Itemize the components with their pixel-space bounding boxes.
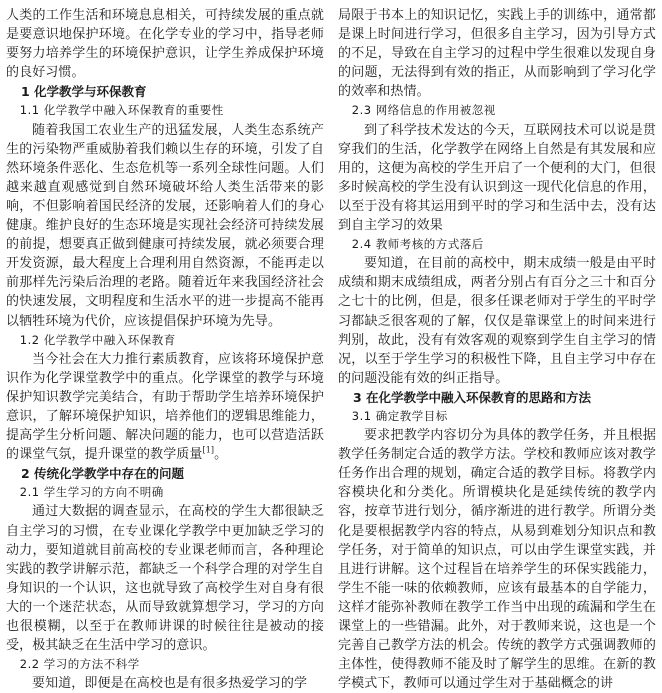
intro-paragraph-end: 人类的工作生活和环境息息相关，可持续发展的重点就是要意识地保护环境。在化学专业的学习中，指导老师要努力培养学生的环境保护意识，让学生养成保护环境的良好习惯。 bbox=[6, 8, 324, 81]
section-3-1-heading: 3.1 确定教学目标 bbox=[351, 408, 448, 423]
section-1-2-end: 。 bbox=[214, 447, 228, 463]
citation-1: [1] bbox=[202, 445, 215, 455]
section-1-1-paragraph: 随着我国工农业生产的迅猛发展，人类生态系统产生的污染物严重威胁着我们赖以生存的环境，引发了自然环境条件恶化、生态危机等一系列全球性问题。人们越来越直观感觉到自然环境破坏给人类生活带来的影响，不但影响着国民经济的发展，还影响着人们的身心健康。维护良好的生态环境是实现社会经济可持续发展的前提，想要真正做到健康可持续发展，就必须要合理开发资源，最大程度上合理利用自然资源，不能再走以前那样先污染后治理的老路。随着近年来我国经济社会的快速发展，文明程度和生活水平的进一步提高不能再以牺牲环境为代价，应该提倡保护环境为先导。 bbox=[6, 122, 324, 329]
left-column bbox=[6, 6, 324, 692]
section-2-3-paragraph: 到了科学技术发达的今天，互联网技术可以说是贯穿我们的生活，化学教学在网络上自然是有其发展和应用的，这便为高校的学生开启了一个便利的大门，但很多时候高校的学生没有认识到这一现代化信息的作用，以至于没有将其运用到平时的学习和生活中去，没有达到自主学习的效果 bbox=[338, 122, 656, 234]
section-2-heading: 2 传统化学教学中存在的问题 bbox=[21, 466, 185, 482]
section-2-3-heading: 2.3 网络信息的作用被忽视 bbox=[351, 103, 496, 118]
section-3-heading: 3 在化学教学中融入环保教育的思路和方法 bbox=[353, 389, 592, 405]
section-1-2-heading: 1.2 化学教学中融入环保教育 bbox=[19, 332, 176, 347]
section-2-1-heading: 2.1 学生学习的方向不明确 bbox=[19, 485, 164, 500]
section-1-2-paragraph bbox=[6, 350, 324, 465]
section-2-4-heading: 2.4 教师考核的方式落后 bbox=[351, 237, 484, 252]
section-2-2-paragraph-start: 要知道，即便是在高校也是有很多热爱学习的学 bbox=[32, 676, 308, 692]
section-1-1-heading: 1.1 化学教学中融入环保教育的重要性 bbox=[19, 103, 224, 118]
section-2-1-paragraph: 通过大数据的调查显示，在高校的学生大都很缺乏自主学习的习惯，在专业课化学教学中更加缺乏学习的动力，要知道就目前高校的专业课老师而言，各种理论实践的教学讲解示范，都缺乏一个科学合理的对学生自身知识的一个认识，这也就导致了高校学生对自身有很大的一个迷茫状态，从而导致就算想学习，学习的方向也很模糊，以至于在教师讲课的时候往往是被动的接受，极其缺乏在生活中学习的意识。 bbox=[6, 504, 324, 654]
section-3-1-paragraph: 要求把教学内容切分为具体的教学任务，并且根据教学任务制定合适的教学方法。学校和教师应该对教学任务作出合理的规划，确定合适的教学目标。将教学内容模块化和分类化。所谓模块化是延续传统的教学内容，按章节进行划分，循序渐进的进行教学。所谓分类化是要根据教学内容的特点，从易到难划分知识点和教学任务，对于简单的知识点，可以由学生课堂实践，并且进行讲解。这个过程旨在培养学生的环保实践能力，学生不能一味的依赖教师，应该有最基本的自学能力，这样才能弥补教师在教学工作当中出现的疏漏和学生在课堂上的一些错漏。此外，对于教师来说，这也是一个完善自己教学方法的机会。传统的教学方式强调教师的主体性，使得教师不能及时了解学生的思维。在新的教学模式下，教师可以通过学生对于基础概念的讲 bbox=[338, 428, 656, 692]
section-2-2-heading: 2.2 学习的方法不科学 bbox=[19, 657, 140, 672]
section-2-4-paragraph: 要知道，在目前的高校中，期末成绩一般是由平时成绩和期末成绩组成，两者分别占有百分之三十和百分之七十的比例，但是，很多任课老师对于学生的平时学习都缺乏很客观的了解，仅仅是靠课堂上的时间来进行判别，故此，没有有效客观的观察到学生自主学习的情况，以至于学生学习的积极性下降，且自主学习中存在的问题没能有效的纠正指导。 bbox=[338, 256, 656, 386]
section-1-2-text: 当今社会在大力推行素质教育，应该将环境保护意识作为化学课堂教学中的重点。化学课堂的教学与环境保护知识教学完美结合，有助于帮助学生培养环境保护意识，了解环境保护知识，培养他们的逻辑思维能力，提高学生分析问题、解决问题的能力，也可以营造活跃的课堂气氛，提升课堂的教学质量 bbox=[6, 351, 324, 463]
section-1-heading: 1 化学教学与环保教育 bbox=[21, 84, 147, 100]
right-column bbox=[338, 6, 656, 692]
section-2-2-paragraph-end: 局限于书本上的知识记忆，实践上手的训练中，通常都是课上时间进行学习，但很多自主学习，因为引导方式的不足，导致在自主学习的过程中学生很难以发现自身的问题，无法得到有效的指正，从而影响到了学习化学的效率和热情。 bbox=[338, 8, 656, 100]
